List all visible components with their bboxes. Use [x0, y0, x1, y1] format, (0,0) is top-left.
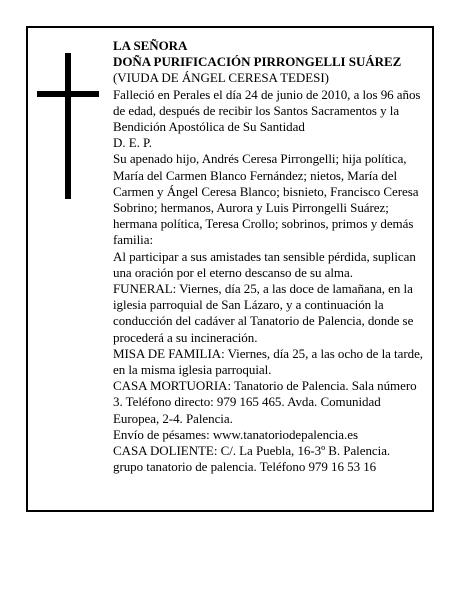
obituary-text — [113, 38, 423, 475]
prayer-request: Al participar a sus amistades tan sensible pérdida, suplican una oración por el eterno descanso de su alma. — [113, 248, 416, 280]
death-announcement: Falleció en Perales el día 24 de junio de 2010, a los 96 años de edad, después de recibir los Santos Sacramentos y la Bendición Apostólica de Su Santidad — [113, 86, 421, 135]
family-list: Su apenado hijo, Andrés Ceresa Pirrongelli; hija política, María del Carmen Blanco Fernández; nietos, María del Carmen y Ángel Ceresa Blanco; bisnieto, Francisco Ceresa Sobrino; hermanos, Aurora y Luis Pirrongelli Suárez; hermana política, Teresa Crollo; sobrinos, primos y demás familia: — [113, 151, 419, 248]
widow-of: (VIUDA DE ÁNGEL CERESA TEDESI) — [113, 70, 329, 86]
cross-icon — [37, 53, 99, 199]
condolences-info: Envío de pésames: www.tanatoriodepalencia.es — [113, 426, 358, 442]
rip: D. E. P. — [113, 135, 152, 151]
family-mass-info: MISA DE FAMILIA: Viernes, día 25, a las ocho de la tarde, en la misma iglesia parroquial. — [113, 345, 423, 378]
honorific: LA SEÑORA — [113, 38, 188, 53]
cross-horizontal-bar — [37, 91, 99, 97]
funeral-home-group: grupo tanatorio de palencia. Teléfono 979 16 53 16 — [113, 459, 377, 475]
mortuary-info: CASA MORTUORIA: Tanatorio de Palencia. Sala número 3. Teléfono directo: 979 165 465. Avda. Comunidad Europea, 2-4. Palencia. — [113, 378, 417, 426]
cross-vertical-bar — [65, 53, 71, 199]
funeral-info: FUNERAL: Viernes, día 25, a las doce de lamañana, en la iglesia parroquial de San Lázaro, y a continuación la conducción del cadáver al Tanatorio de Palencia, donde se procederá a su incineración. — [113, 281, 414, 345]
mourning-house-info: CASA DOLIENTE: C/. La Puebla, 16-3º B. Palencia. — [113, 443, 391, 459]
deceased-name: DOÑA PURIFICACIÓN PIRRONGELLI SUÁREZ — [113, 54, 402, 70]
